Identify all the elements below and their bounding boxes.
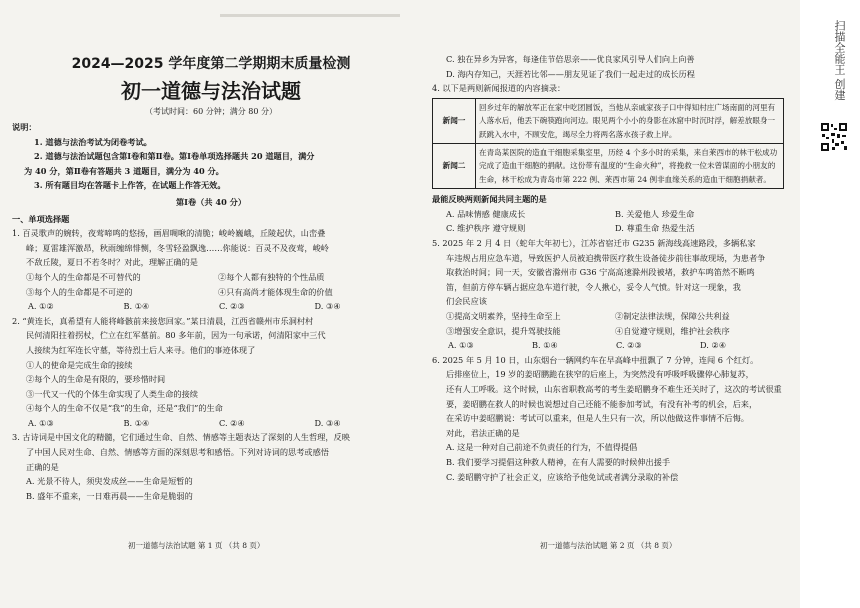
option-c: C. 独在异乡为异客，每逢佳节倍思亲——优良家风引导人们向上向善: [446, 54, 695, 64]
option-d: D. ③④: [314, 417, 341, 428]
question-stem: 4. 以下是两则新闻报道的内容摘录：: [432, 83, 566, 94]
page-2-footer: 初一道德与法治试题 第 2 页 （共 8 页）: [540, 541, 677, 550]
instruction-line: 2. 道德与法治试题包含第Ⅰ卷和第Ⅱ卷。第Ⅰ卷单项选择题共 20 道题目，满分: [34, 151, 315, 162]
question-stem: 3. 古诗词是中国文化的精髓，它们通过生命、自然、情感等主题表达了深刻的人生哲理，反映: [12, 432, 350, 443]
question-stem: 6. 2025 年 5 月 10 日，山东烟台一辆网约车在早高峰中扭飘了 7 分钟，连闯 6 个红灯。: [432, 354, 759, 365]
news-table: [432, 98, 784, 189]
option-b: B. 盛年不重来，一日难再晨——生命是脆弱的: [26, 490, 193, 501]
scanner-watermark: 扫描全能王 创建: [833, 20, 846, 101]
statement: ①提高文明素养，坚持生命至上: [446, 310, 561, 321]
exam-header: 2024—2025 学年度第二学期期末质量检测: [71, 56, 351, 72]
option-b: B. ①④: [123, 417, 150, 428]
question-5: [432, 236, 784, 353]
statement: ④每个人的生命不仅是“我”的生命，还是“我们”的生命: [26, 403, 223, 414]
option-a: A. ①②: [28, 301, 54, 312]
question-2: [12, 314, 410, 431]
question-stem: 人接续为红军连长守墓，等待烈士后人来寻。他们的事迹体现了: [26, 344, 256, 355]
question-stem: 2. “黄连长，真希望有人能将峰骸前来接您回家。”某日清晨，江西省赣州市乐洞村村: [12, 315, 314, 326]
news-row: [433, 98, 784, 143]
question-stem: 民何清阳拄着拐杖，伫立在红军墓前。80 多年前，因为一句承诺，何清阳家中三代: [26, 330, 326, 341]
exam-info: （考试时间：60 分钟；满分 80 分）: [145, 107, 277, 116]
news-label: 新闻二: [433, 144, 476, 189]
exam-page-2: [432, 52, 784, 484]
option-a: A. 品味情感 健康成长: [446, 208, 526, 219]
question-3: [12, 430, 410, 503]
option-c: C. ②③: [616, 340, 642, 351]
option-a: A. ①③: [28, 417, 54, 428]
statement: ④自觉遵守规则，维护社会秩序: [615, 325, 730, 336]
exam-title: 初一道德与法治试题: [121, 79, 301, 103]
question-stem: 们会民应该: [446, 296, 487, 307]
qr-code-icon: [820, 122, 848, 152]
news-text: 回乡过年的解放军正在家中吃团圆饭，当他从亲戚家孩子口中得知村庄广场南面的河里有人落水后，他丢下碗筷跑向河边。眼见两个小小的身影在冰窟中时沉时浮，解差放眼身一跃跳入水中，不顾安危，竭尽全力将两名落水孩子救上岸。: [476, 98, 784, 143]
instruction-line: 3. 所有题目均在答题卡上作答，在试题上作答无效。: [34, 180, 226, 191]
part-title: 第Ⅰ卷（共 40 分）: [175, 196, 247, 207]
question-4: [432, 81, 784, 236]
instruction-line: 1. 道德与法治考试为闭卷考试。: [34, 136, 152, 147]
question-1: [12, 226, 410, 314]
statement: ③每个人的生命都是不可逆的: [26, 286, 133, 297]
question-stem: 不敌丘陵，夏日不若冬时？对此，理解正确的是: [26, 257, 198, 268]
option-b: B. 我们要学习提倡这种救人精神，在有人需要的时候伸出援手: [446, 456, 671, 467]
question-stem: 要，姜昭鹏在救人的时候也说想过自己还能不能参加考试，有没有补考的机会，后来，: [446, 398, 758, 409]
question-stem: 5. 2025 年 2 月 4 日（蛇年大年初七），江苏省宿迁市 G235 新海线高速路段，多辆私家: [432, 238, 756, 248]
section-title: 一、单项选择题: [12, 213, 70, 224]
instruction-line: 为 40 分，第Ⅱ卷有答题共 3 道题目，满分为 40 分。: [24, 165, 224, 176]
exam-page-1: [12, 44, 410, 503]
statement: ③一代又一代的个体生命实现了人类生命的接续: [26, 388, 198, 399]
news-text: 在青岛某医院的造血干细胞采集室里，历经 4 个多小时的采集，来自莱西市的林干松成功完成了造血干细胞的捐献。这份带有温度的“生命火种”，将挽救一位未曾谋面的小朋友的生命，林干松成为青岛市第 222 例、莱西市第 24 例非血缘关系的造血干细胞捐献者。: [476, 144, 784, 189]
option-a: A. 光景不待人，须臾发成丝——生命是短暂的: [26, 476, 193, 487]
option-b: B. 关爱他人 珍爱生命: [615, 208, 695, 219]
question-stem: 车违规占用应急车道，导致医护人员被迫携带医疗救生设备徒步前往事故现场，为患者争: [446, 252, 766, 263]
statement: ②每个人都有独特的个性品质: [218, 271, 325, 282]
question-6: [432, 353, 784, 484]
statement: ②制定法律法规，保障公共利益: [615, 310, 730, 321]
question-stem: 峰；夏雷雄浑激昂，秋雨缠绵悱恻，冬雪轻盈飘逸……你能说：百灵不及夜莺，峻岭: [26, 242, 329, 253]
question-stem: 了中国人民对生命、自然、情感等方面的深刻思考和感悟。下列对诗词的思考或感悟: [26, 447, 329, 458]
statement: ①人的使命是完成生命的接续: [26, 359, 133, 370]
question-stem: 还有人工呼吸。这个时候，山东省职教高考的考生姜昭鹏身不难生还关时了，这次的考试很重: [446, 383, 782, 394]
news-row: [433, 144, 784, 189]
option-c: C. ②④: [219, 417, 245, 428]
option-c: C. 姜昭鹏守护了社会正义，应该给予他免试或者满分录取的补偿: [446, 471, 679, 482]
statement: ③增强安全意识，提升驾驶技能: [446, 325, 561, 336]
option-c: C. 维护秩序 遵守规则: [446, 223, 526, 234]
question-stem: 后排座位上，19 岁的姜昭鹏跪在狭窄的后座上，为突然没有呼吸呼吸骤停心肺复苏，: [446, 369, 754, 380]
option-d: D. 尊重生命 热爱生活: [615, 223, 695, 234]
option-a: A. 这是一种对自己前途不负责任的行为，不值得提倡: [446, 442, 638, 453]
option-b: B. ①④: [123, 301, 150, 312]
option-b: B. ①④: [532, 340, 558, 351]
question-stem: 在采访中姜昭鹏说：考试可以重来，但是人生只有一次，所以他做这件事情不后悔。: [446, 413, 749, 424]
option-d: D. ②④: [700, 340, 727, 351]
option-d: D. ③④: [314, 301, 341, 312]
question-stem: 对此，君法正确的是: [446, 427, 520, 438]
statement: ②每个人的生命是有限的，要珍惜时间: [26, 374, 166, 385]
question-prompt: 最能反映两则新闻共同主题的是: [432, 194, 547, 205]
statement: ①每个人的生命都是不可替代的: [26, 271, 141, 282]
option-a: A. ①③: [448, 340, 474, 351]
option-c: C. ②③: [219, 301, 245, 312]
question-stem: 笛，但前方停车辆占据应急车道行驶，令人揪心，妥令人气愤。针对这一现象，我: [446, 281, 741, 292]
page-1-footer: 初一道德与法治试题 第 1 页 （共 8 页）: [128, 541, 265, 550]
news-label: 新闻一: [433, 98, 476, 143]
question-stem: 1. 百灵歌声的婉转，夜莺啼鸣的悠扬，画眉啁啾的清脆；峻岭巍峨，丘陵起伏，山峦叠: [12, 228, 326, 239]
question-stem: 正确的是: [26, 461, 59, 472]
question-stem: 取救治时间；同一天，安徽省滁州市 G36 宁高高速滁州段被堵，救护车鸣笛然不断鸣: [446, 267, 755, 278]
scan-artifact: [220, 14, 400, 17]
option-d: D. 海内存知己，天涯若比邻——朋友见证了我们一起走过的成长历程: [446, 68, 695, 79]
statement: ④只有高尚才能体现生命的价值: [218, 286, 333, 297]
instructions-label: 说明：: [12, 122, 37, 132]
